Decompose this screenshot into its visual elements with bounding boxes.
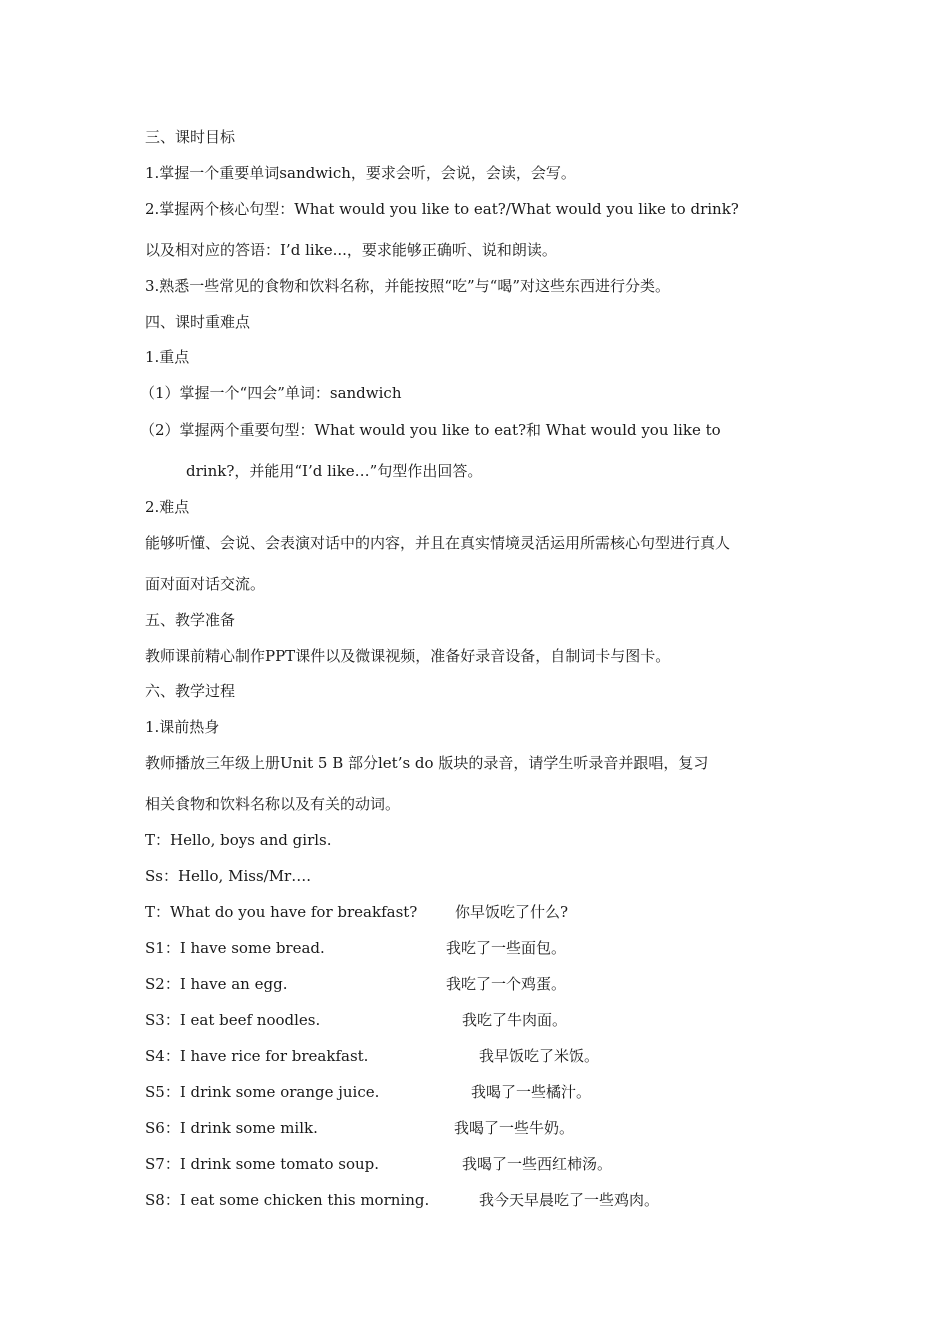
dialogue-line-en: T：Hello, boys and girls. [145,831,332,849]
dialogue-line-en: Ss：Hello, Miss/Mr…. [145,867,311,885]
section-heading-goals: 三、课时目标 [145,128,236,146]
difficult-point-text: 能够听懂、会说、会表演对话中的内容，并且在真实情境灵活运用所需核心句型进行真人 [145,534,731,552]
dialogue-line-en: S1：I have some bread. [145,939,325,957]
goal-item-1: 1.掌握一个重要单词sandwich，要求会听，会说，会读，会写。 [145,164,576,182]
dialogue-line-en: S7：I drink some tomato soup. [145,1155,380,1173]
dialogue-line-en: S6：I drink some milk. [145,1119,318,1137]
goal-item-3: 3.熟悉一些常见的食物和饮料名称，并能按照“吃”与“喝”对这些东西进行分类。 [145,277,670,295]
dialogue-line-cn: 我早饭吃了米饭。 [479,1047,600,1065]
key-point-2: （2）掌握两个重要句型：What would you like to eat?和 What would you like to [140,421,721,439]
dialogue-line-en: S8：I eat some chicken this morning. [145,1191,430,1209]
dialogue-line-cn: 我吃了一个鸡蛋。 [446,975,567,993]
key-point-1: （1）掌握一个“四会”单词：sandwich [140,384,402,402]
goal-item-2-continued: 以及相对应的答语：I’d like...，要求能够正确听、说和朗读。 [145,241,557,259]
dialogue-line-cn: 你早饭吃了什么? [455,903,569,921]
dialogue-line-cn: 我吃了一些面包。 [446,939,567,957]
section-heading-key-points: 四、课时重难点 [145,313,251,331]
dialogue-line-en: S4：I have rice for breakfast. [145,1047,369,1065]
section-heading-process: 六、教学过程 [145,682,236,700]
goal-item-2: 2.掌握两个核心句型：What would you like to eat?/What would you like to drink? [145,200,739,218]
dialogue-line-cn: 我吃了牛肉面。 [462,1011,568,1029]
dialogue-line-en: S3：I eat beef noodles. [145,1011,321,1029]
section-heading-preparation: 五、教学准备 [145,611,236,629]
preparation-text: 教师课前精心制作PPT课件以及微课视频，准备好录音设备，自制词卡与图卡。 [145,647,671,665]
process-step-1-text: 教师播放三年级上册Unit 5 B 部分let’s do 版块的录音，请学生听录音并跟唱，复习 [145,754,709,772]
dialogue-line-cn: 我喝了一些牛奶。 [454,1119,575,1137]
dialogue-line-en: S2：I have an egg. [145,975,288,993]
dialogue-line-cn: 我喝了一些橘汁。 [471,1083,592,1101]
process-step-1-heading: 1.课前热身 [145,718,220,736]
difficult-point-heading: 2.难点 [145,498,190,516]
dialogue-line-en: T：What do you have for breakfast? [145,903,418,921]
process-step-1-continued: 相关食物和饮料名称以及有关的动词。 [145,795,401,813]
dialogue-line-cn: 我今天早晨吃了一些鸡肉。 [479,1191,660,1209]
dialogue-line-en: S5：I drink some orange juice. [145,1083,380,1101]
dialogue-line-cn: 我喝了一些西红柿汤。 [462,1155,613,1173]
key-point-heading: 1.重点 [145,348,190,366]
key-point-2-continued: drink?，并能用“I’d like…”句型作出回答。 [186,462,483,480]
difficult-point-continued: 面对面对话交流。 [145,575,266,593]
